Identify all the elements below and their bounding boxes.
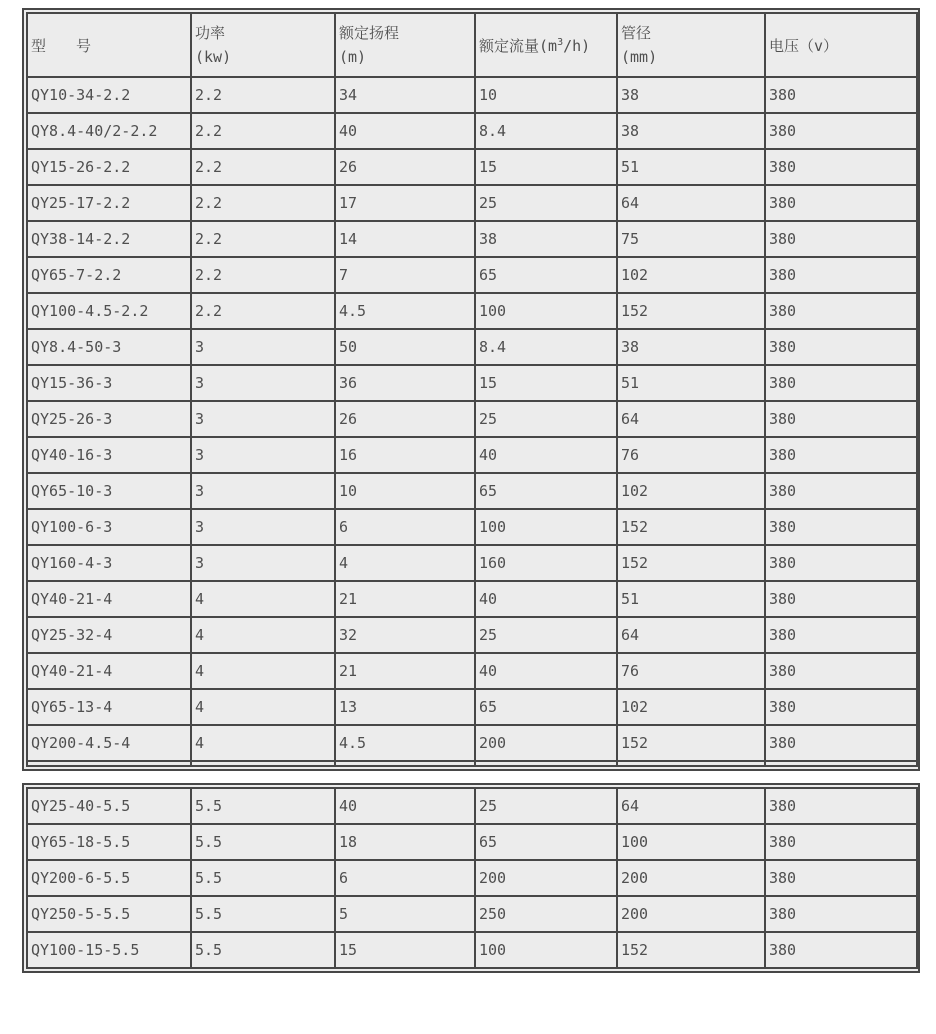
table-cell: 36 — [335, 365, 475, 401]
table-cell: 25 — [475, 401, 617, 437]
table-cell: 3 — [191, 329, 335, 365]
table-cell: 32 — [335, 617, 475, 653]
table-cell: 51 — [617, 581, 765, 617]
table-cell: 380 — [765, 617, 917, 653]
table-cell: 64 — [617, 617, 765, 653]
table-cell: 8.4 — [475, 329, 617, 365]
table-cell: QY250-5-5.5 — [27, 896, 191, 932]
header-model — [27, 13, 191, 77]
table-cell: QY15-36-3 — [27, 365, 191, 401]
table-cell: 380 — [765, 185, 917, 221]
table-header — [27, 13, 917, 77]
table-row — [27, 221, 917, 257]
table-cell: 380 — [765, 473, 917, 509]
table-cell: 380 — [765, 581, 917, 617]
table-cell: QY10-34-2.2 — [27, 77, 191, 113]
table-cell: 102 — [617, 257, 765, 293]
table-cell: 18 — [335, 824, 475, 860]
header-voltage-label: 电压（v） — [769, 36, 839, 55]
table-cell: QY100-15-5.5 — [27, 932, 191, 968]
table-row — [27, 149, 917, 185]
table-cell: 38 — [617, 77, 765, 113]
table-cell: 64 — [617, 401, 765, 437]
header-power — [191, 13, 335, 77]
table-cell: 50 — [335, 329, 475, 365]
table-cell: QY40-16-3 — [27, 437, 191, 473]
table-cell — [765, 761, 917, 766]
table-cell: 380 — [765, 545, 917, 581]
table-cell: 200 — [617, 896, 765, 932]
table-cell: 152 — [617, 932, 765, 968]
header-voltage — [765, 13, 917, 77]
table-cell: 4 — [335, 545, 475, 581]
table-cell: 4 — [191, 725, 335, 761]
table-cell: 3 — [191, 473, 335, 509]
table-cell: 38 — [475, 221, 617, 257]
table-cell: 75 — [617, 221, 765, 257]
header-flow-unit: /h) — [563, 36, 591, 55]
table-cell: QY100-4.5-2.2 — [27, 293, 191, 329]
table-cell: QY15-26-2.2 — [27, 149, 191, 185]
table-cell: 14 — [335, 221, 475, 257]
table-cell: 5.5 — [191, 860, 335, 896]
header-head-unit: (m) — [339, 48, 367, 66]
table-cell: 100 — [475, 509, 617, 545]
table-cell: 380 — [765, 221, 917, 257]
table-cell: QY65-10-3 — [27, 473, 191, 509]
table-cell: 250 — [475, 896, 617, 932]
table-cell: 5.5 — [191, 896, 335, 932]
table-cell: 4 — [191, 689, 335, 725]
table-cell: 152 — [617, 293, 765, 329]
table-cell: 40 — [475, 437, 617, 473]
table-cell: QY25-26-3 — [27, 401, 191, 437]
table-row — [27, 293, 917, 329]
table-cell: 2.2 — [191, 149, 335, 185]
table-cell: 380 — [765, 725, 917, 761]
table-cell: 4 — [191, 617, 335, 653]
table-cell: 380 — [765, 329, 917, 365]
header-power-stack — [195, 14, 332, 76]
table-row — [27, 509, 917, 545]
table-cell: 380 — [765, 896, 917, 932]
table-cell: 152 — [617, 509, 765, 545]
header-power-label: 功率 — [195, 24, 226, 42]
table-cell — [191, 761, 335, 766]
table-cell: 40 — [475, 653, 617, 689]
table-row — [27, 185, 917, 221]
table-cell: 3 — [191, 365, 335, 401]
table-cell: 2.2 — [191, 257, 335, 293]
table-cell: 3 — [191, 545, 335, 581]
table-row — [27, 113, 917, 149]
table-cell: 200 — [475, 860, 617, 896]
table-row — [27, 932, 917, 968]
table-cell: 380 — [765, 860, 917, 896]
table-cell: 380 — [765, 689, 917, 725]
table-cell: 102 — [617, 689, 765, 725]
table-cell: QY25-17-2.2 — [27, 185, 191, 221]
table-row — [27, 437, 917, 473]
table-cell: 3 — [191, 401, 335, 437]
table-cell: 3 — [191, 509, 335, 545]
table-row — [27, 77, 917, 113]
table-cell: 380 — [765, 509, 917, 545]
table-cell: 4 — [191, 581, 335, 617]
table-cell: 2.2 — [191, 113, 335, 149]
pump-spec-table-2 — [22, 783, 920, 973]
table-row — [27, 581, 917, 617]
table-cell: QY25-32-4 — [27, 617, 191, 653]
table-cell: 40 — [335, 113, 475, 149]
table-cell: 34 — [335, 77, 475, 113]
table-cell: 65 — [475, 689, 617, 725]
table-row — [27, 365, 917, 401]
table-cell: 25 — [475, 788, 617, 824]
table-row — [27, 257, 917, 293]
table-cell: 2.2 — [191, 221, 335, 257]
table-cell: QY100-6-3 — [27, 509, 191, 545]
table-cell: 64 — [617, 185, 765, 221]
table-cell: 5.5 — [191, 932, 335, 968]
table-row — [27, 860, 917, 896]
table-cell: 65 — [475, 824, 617, 860]
table-cell: 380 — [765, 293, 917, 329]
table-cell: 100 — [617, 824, 765, 860]
table-cell: 380 — [765, 113, 917, 149]
table-cell: QY200-6-5.5 — [27, 860, 191, 896]
table-cell: 76 — [617, 437, 765, 473]
table-cell: 40 — [335, 788, 475, 824]
table-cell: 8.4 — [475, 113, 617, 149]
header-diameter-unit: (mm) — [621, 48, 658, 66]
table-row — [27, 896, 917, 932]
table-cell: QY8.4-40/2-2.2 — [27, 113, 191, 149]
table-cell: 10 — [475, 77, 617, 113]
table-cell: 51 — [617, 365, 765, 401]
table-cell: 160 — [475, 545, 617, 581]
table-cell: 2.2 — [191, 293, 335, 329]
table-cell: 380 — [765, 437, 917, 473]
table-row — [27, 401, 917, 437]
table-cell: 6 — [335, 860, 475, 896]
table-cell: QY40-21-4 — [27, 581, 191, 617]
header-power-unit: (kw) — [195, 48, 232, 66]
table-cell: 380 — [765, 77, 917, 113]
table-cell: QY65-13-4 — [27, 689, 191, 725]
table-cell: 76 — [617, 653, 765, 689]
table-1-body — [27, 77, 917, 766]
table-cell: 16 — [335, 437, 475, 473]
table-cell: 380 — [765, 401, 917, 437]
table-cell: 15 — [335, 932, 475, 968]
header-row — [27, 13, 917, 77]
table-cell: 200 — [617, 860, 765, 896]
header-diameter-label: 管径 — [621, 24, 652, 42]
table-cell: 380 — [765, 365, 917, 401]
table-cell: 2.2 — [191, 77, 335, 113]
table-cell: QY40-21-4 — [27, 653, 191, 689]
table-cell: 26 — [335, 401, 475, 437]
table-cell — [335, 761, 475, 766]
header-diameter — [617, 13, 765, 77]
table-cell: 380 — [765, 257, 917, 293]
header-flow-label: 额定流量(m — [479, 36, 558, 55]
table-cell: 2.2 — [191, 185, 335, 221]
table-cell: 65 — [475, 473, 617, 509]
table-row — [27, 824, 917, 860]
table-row — [27, 653, 917, 689]
header-model-label: 型 号 — [31, 36, 92, 55]
table-cell — [617, 761, 765, 766]
table-cell: 10 — [335, 473, 475, 509]
table-cell: 25 — [475, 617, 617, 653]
table-cell: 38 — [617, 113, 765, 149]
table-cell: 3 — [191, 437, 335, 473]
table-cell: 38 — [617, 329, 765, 365]
table-cell: 380 — [765, 788, 917, 824]
table-cell: 40 — [475, 581, 617, 617]
table-cell: 5 — [335, 896, 475, 932]
table-cell: QY8.4-50-3 — [27, 329, 191, 365]
table-cell: 4 — [191, 653, 335, 689]
header-head-stack — [339, 14, 472, 76]
table-cell: QY65-18-5.5 — [27, 824, 191, 860]
table-cell: 152 — [617, 545, 765, 581]
table-cell: 4.5 — [335, 725, 475, 761]
header-head-label: 额定扬程 — [339, 24, 400, 42]
clipped-row — [27, 761, 917, 766]
table-cell: 65 — [475, 257, 617, 293]
table-cell: 21 — [335, 581, 475, 617]
table-cell: 5.5 — [191, 824, 335, 860]
table-cell: 15 — [475, 149, 617, 185]
table-cell: 7 — [335, 257, 475, 293]
header-flow-superscript: 3 — [557, 36, 564, 48]
table-cell: 26 — [335, 149, 475, 185]
table-cell: 15 — [475, 365, 617, 401]
table-cell: 13 — [335, 689, 475, 725]
spec-table-2 — [26, 787, 918, 969]
table-cell: 102 — [617, 473, 765, 509]
table-cell: 17 — [335, 185, 475, 221]
table-2-body — [27, 788, 917, 968]
table-cell: 21 — [335, 653, 475, 689]
table-cell — [27, 761, 191, 766]
spec-table-1 — [26, 12, 918, 767]
table-cell — [475, 761, 617, 766]
table-cell: 64 — [617, 788, 765, 824]
table-row — [27, 617, 917, 653]
table-cell: QY25-40-5.5 — [27, 788, 191, 824]
table-row — [27, 329, 917, 365]
header-diameter-stack — [621, 14, 762, 76]
table-cell: 100 — [475, 293, 617, 329]
table-cell: 5.5 — [191, 788, 335, 824]
table-cell: 100 — [475, 932, 617, 968]
table-row — [27, 473, 917, 509]
table-cell: 380 — [765, 824, 917, 860]
pump-spec-table-1 — [22, 8, 920, 771]
table-cell: QY200-4.5-4 — [27, 725, 191, 761]
table-row — [27, 725, 917, 761]
table-cell: 380 — [765, 932, 917, 968]
table-cell: 380 — [765, 653, 917, 689]
table-cell: QY38-14-2.2 — [27, 221, 191, 257]
table-cell: 51 — [617, 149, 765, 185]
table-cell: 25 — [475, 185, 617, 221]
table-cell: QY160-4-3 — [27, 545, 191, 581]
table-cell: 380 — [765, 149, 917, 185]
table-row — [27, 788, 917, 824]
table-cell: QY65-7-2.2 — [27, 257, 191, 293]
header-flow — [475, 13, 617, 77]
table-cell: 152 — [617, 725, 765, 761]
table-cell: 200 — [475, 725, 617, 761]
header-head — [335, 13, 475, 77]
table-cell: 6 — [335, 509, 475, 545]
table-cell: 4.5 — [335, 293, 475, 329]
table-row — [27, 545, 917, 581]
table-row — [27, 689, 917, 725]
